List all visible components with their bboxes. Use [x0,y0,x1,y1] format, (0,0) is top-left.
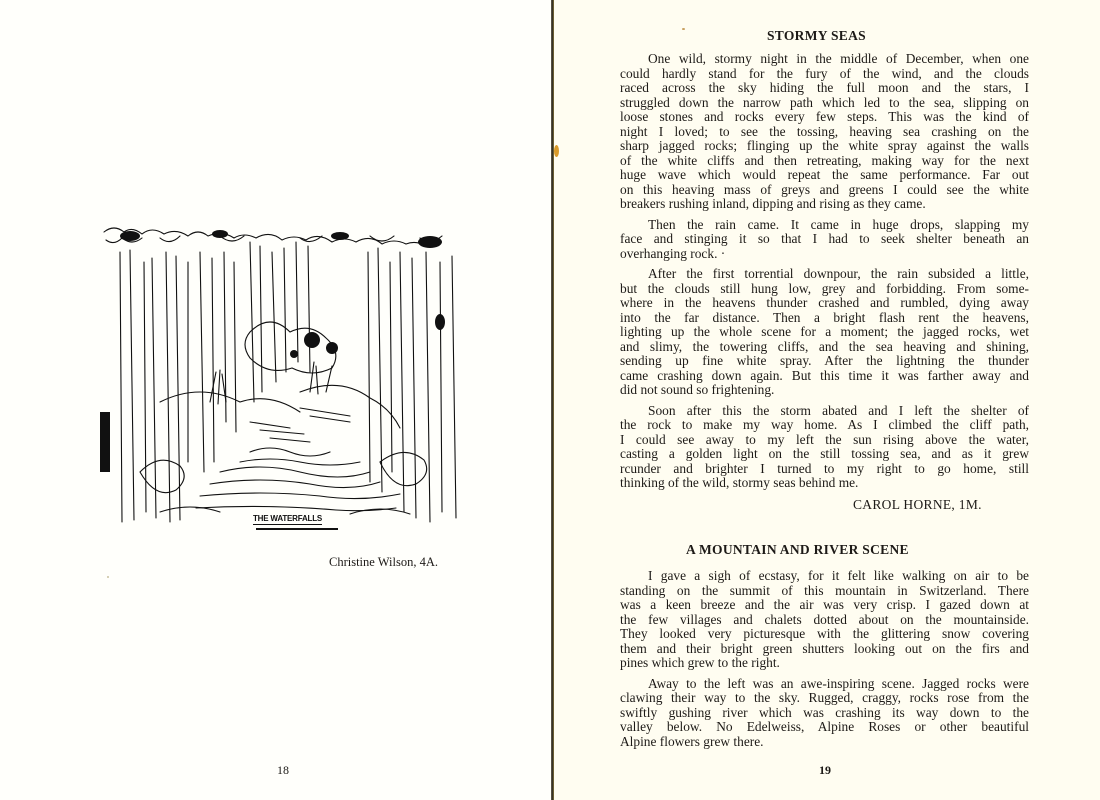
text-line: I gave a sigh of ecstasy, for it felt like walking on air to be [648,568,1029,583]
text-line: the few villages and chalets dotted about on the mountainside. [620,611,1029,627]
paper-speck [682,28,685,30]
text-line: huge wave which would repeat the same performance. Far out [620,167,1029,182]
text-line: on this heaving mass of greys and greens I could see the white [620,181,1029,197]
article-title-stormy-seas: STORMY SEAS [767,28,866,43]
text-line: I could see away to my left the sun rising above the water, [620,431,1029,447]
text-line: overhanging rock. · [620,245,726,261]
text-line: After the first torrential downpour, the rain subsided a little, [648,266,1029,281]
article-title-mountain-river: A MOUNTAIN AND RIVER SCENE [686,542,909,557]
text-line: raced across the sky hiding the full moon and the stars, I [620,80,1029,95]
text-line: loose stones and rocks every few steps. This was the kind of [620,109,1029,124]
text-line: the rock to make my way home. As I climbed the cliff path, [620,417,1029,432]
text-line: valley below. No Edelweiss, Alpine Roses or other beautiful [620,719,1029,734]
text-line: breakers rushing inland, dipping and rising as they came. [620,196,926,211]
text-line: Soon after this the storm abated and I left the shelter of [648,402,1029,418]
text-line: them and their bright green shutters looking out on the firs and [620,640,1029,656]
text-line: but the clouds still hung low, grey and forbidding. From some- [620,280,1029,296]
waterfalls-illustration [100,222,466,526]
artist-credit: Christine Wilson, 4A. [329,555,438,569]
text-line: night I loved; to see the tossing, heaving sea crashing on the [620,123,1029,139]
text-line: could hardly stand for the fury of the wind, and the clouds [620,65,1029,81]
text-line: thinking of the wild, stormy seas behind me. [620,475,859,490]
text-line: where in the heavens thunder crashed and rumbled, dying away [620,295,1029,310]
gutter-stain [554,145,559,157]
text-line: swiftly gushing river which was crashing its way down to the [620,704,1029,720]
text-line: lighting up the whole scene for a moment; the jagged rocks, wet [620,324,1029,339]
text-line: One wild, stormy night in the middle of December, when one [648,51,1029,66]
page-number-left: 18 [277,763,289,777]
text-line: was a keen breeze and the air was very crisp. I gazed down at [620,597,1029,612]
text-line: clawing their way to the sky. Rugged, craggy, rocks rose from the [620,690,1029,705]
text-line: rcunder and brighter I turned to my right to go home, still [620,460,1029,476]
illustration-caption: THE WATERFALLS [253,514,323,523]
text-line: Alpine flowers grew there. [620,733,764,749]
text-line: did not sound so frightening. [620,382,775,397]
page-number-right: 19 [819,763,831,777]
author-signature: CAROL HORNE, 1M. [853,497,982,512]
text-line: They looked very picturesque with the glittering snow covering [620,626,1029,641]
text-line: sharp jagged rocks; flinging up the white spray against the walls [620,138,1029,153]
text-line: struggled down the narrow path which led to the sea, slipping on [620,94,1029,110]
text-line: sending up fine white spray. After the lightning the thunder [620,353,1029,368]
caption-underline [256,528,338,530]
text-line: Then the rain came. It came in huge drops, slapping my [648,216,1029,232]
text-line: of the white cliffs and then retreating, making way for the next [620,152,1029,168]
text-line: and slimy, the towering cliffs, and the sea heaving and shining, [620,338,1029,354]
text-line: casting a golden light on the still tossing sea, and as it grew [620,446,1029,461]
text-line: Away to the left was an awe-inspiring scene. Jagged rocks were [648,675,1029,691]
paper-speck [107,576,109,578]
text-line: face and stinging it so that I had to seek shelter beneath an [620,231,1029,246]
book-gutter [551,0,554,800]
text-line: came crashing down again. But this time it was farther away and [620,367,1029,383]
text-line: pines which grew to the right. [620,655,780,670]
text-line: standing on the summit of this mountain in Switzerland. There [620,582,1029,598]
text-line: into the far distance. Then a bright flash rent the heavens, [620,309,1029,325]
